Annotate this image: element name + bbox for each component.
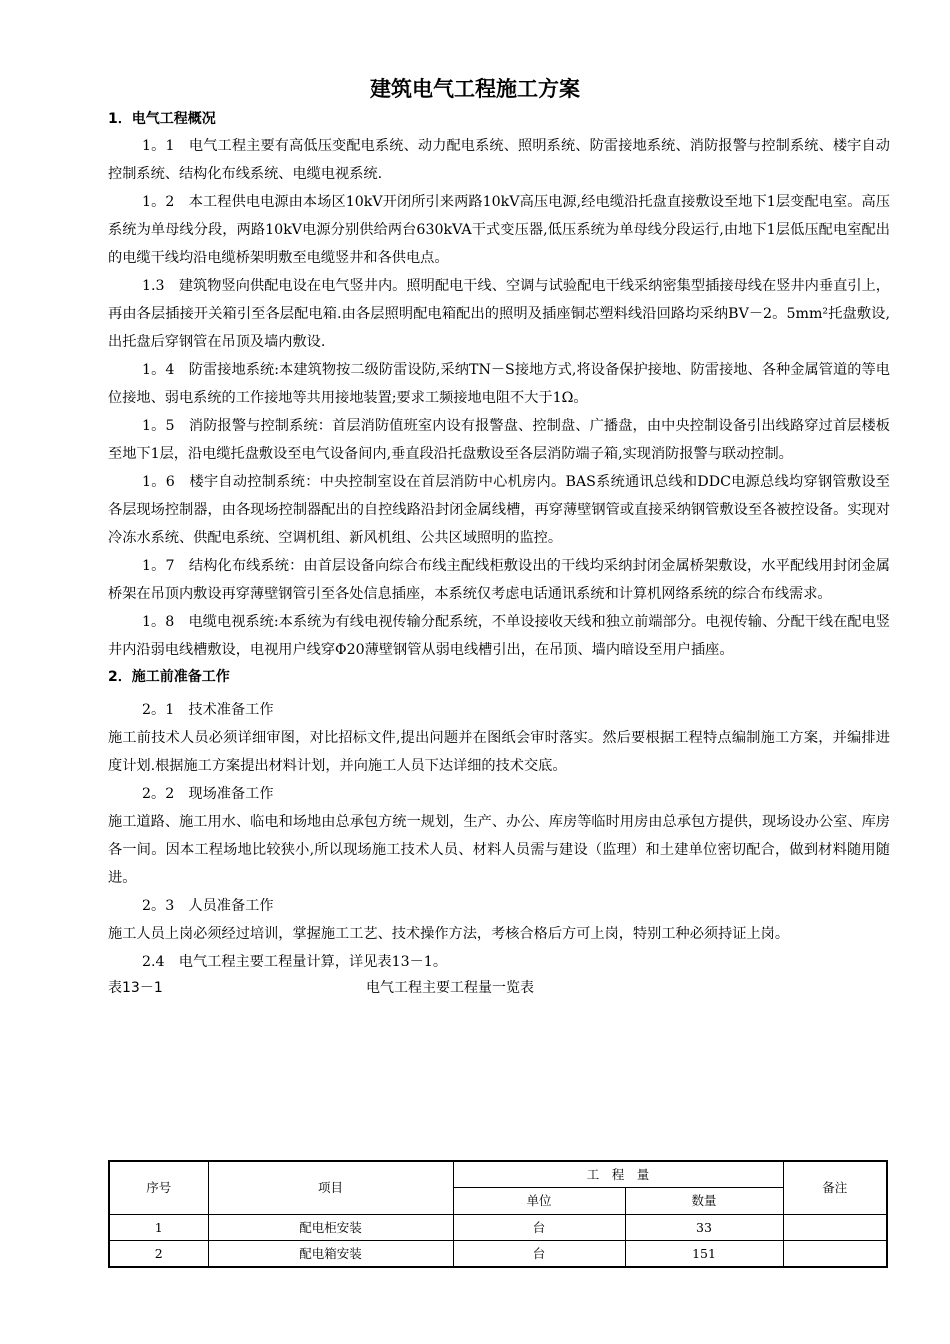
table-caption	[108, 976, 890, 1000]
paragraph-1-8: 1。8 电缆电视系统:本系统为有线电视传输分配系统，不单设接收天线和独立前端部分。电视传输、分配干线在配电竖井内沿弱电线槽敷设，电视用户线穿Φ20薄壁钢管从弱电线槽引出，在吊顶、墙内暗设至用户插座。	[108, 614, 890, 658]
document-title: 建筑电气工程施工方案	[370, 77, 580, 101]
table-id: 表13－1	[108, 980, 163, 996]
subsection-2-3-text: 施工人员上岗必须经过培训，掌握施工工艺、技术操作方法，考核合格后方可上岗，特别工种必须持证上岗。	[108, 926, 790, 942]
paragraph-1-3: 1.3 建筑物竖向供配电设在电气竖井内。照明配电干线、空调与试验配电干线采纳密集型插接母线在竖井内垂直引上，再由各层插接开关箱引至各层配电箱.由各层照明配电箱配出的照明及插座铜芯塑料线沿回路均采纳BV－2。5mm²托盘敷设,出托盘后穿钢管在吊顶及墙内敷设.	[108, 278, 890, 350]
header-item: 项目	[208, 1161, 453, 1215]
subsection-2-2-text: 施工道路、施工用水、临电和场地由总承包方统一规划，生产、办公、库房等临时用房由总承包方提供，现场设办公室、库房各一间。因本工程场地比较狭小,所以现场施工技术人员、材料人员需与建设（监理）和土建单位密切配合，做到材料随用随进。	[108, 814, 890, 886]
subsection-2-1-title: 2。1 技术准备工作	[142, 702, 274, 718]
table-title: 电气工程主要工程量一览表	[366, 980, 534, 996]
table-row	[109, 1241, 887, 1268]
section-1-heading: 1．电气工程概况	[108, 111, 216, 127]
cell-unit: 台	[453, 1215, 625, 1241]
paragraph-1-1: 1。1 电气工程主要有高低压变配电系统、动力配电系统、照明系统、防雷接地系统、消防报警与控制系统、楼宇自动控制系统、结构化布线系统、电缆电视系统.	[108, 138, 890, 182]
header-seq: 序号	[109, 1161, 208, 1215]
table-header-row	[109, 1161, 887, 1188]
cell-count: 151	[625, 1241, 783, 1268]
subsection-2-2-title: 2。2 现场准备工作	[142, 786, 274, 802]
cell-seq: 2	[109, 1241, 208, 1268]
cell-item: 配电箱安装	[208, 1241, 453, 1268]
paragraph-1-4: 1。4 防雷接地系统:本建筑物按二级防雷设防,采纳TN－S接地方式,将设备保护接地、防雷接地、各种金属管道的等电位接地、弱电系统的工作接地等共用接地装置;要求工频接地电阻不大于1Ω。	[108, 362, 890, 406]
subsection-2-3-title: 2。3 人员准备工作	[142, 898, 274, 914]
table-row	[109, 1215, 887, 1241]
cell-count: 33	[625, 1215, 783, 1241]
subsection-2-4-text: 2.4 电气工程主要工程量计算，详见表13－1。	[142, 954, 448, 970]
header-count: 数量	[625, 1188, 783, 1215]
paragraph-1-7: 1。7 结构化布线系统：由首层设备向综合布线主配线柜敷设出的干线均采纳封闭金属桥架敷设，水平配线用封闭金属桥架在吊顶内敷设再穿薄壁钢管引至各处信息插座，本系统仅考虑电话通讯系统和计算机网络系统的综合布线需求。	[108, 558, 890, 602]
cell-item: 配电柜安装	[208, 1215, 453, 1241]
cell-seq: 1	[109, 1215, 208, 1241]
quantity-table	[108, 1160, 888, 1268]
subsection-2-1-text: 施工前技术人员必须详细审图，对比招标文件,提出问题并在图纸会审时落实。然后要根据工程特点编制施工方案，并编排进度计划.根据施工方案提出材料计划，并向施工人员下达详细的技术交底。	[108, 730, 890, 774]
cell-remark	[783, 1215, 887, 1241]
section-2-heading: 2．施工前准备工作	[108, 669, 230, 685]
header-quantity-group: 工 程 量	[453, 1161, 783, 1188]
header-unit: 单位	[453, 1188, 625, 1215]
cell-remark	[783, 1241, 887, 1268]
header-remark: 备注	[783, 1161, 887, 1215]
paragraph-1-2: 1。2 本工程供电电源由本场区10kV开闭所引来两路10kV高压电源,经电缆沿托盘直接敷设至地下1层变配电室。高压系统为单母线分段，两路10kV电源分别供给两台630kVA干式变压器,低压系统为单母线分段运行,由地下1层低压配电室配出的电缆干线均沿电缆桥架明敷至电缆竖井和各供电点。	[108, 194, 890, 266]
paragraph-1-6: 1。6 楼宇自动控制系统：中央控制室设在首层消防中心机房内。BAS系统通讯总线和DDC电源总线均穿钢管敷设至各层现场控制器，由各现场控制器配出的自控线路沿封闭金属线槽，再穿薄壁钢管或直接采纳钢管敷设至各被控设备。实现对冷冻水系统、供配电系统、空调机组、新风机组、公共区域照明的监控。	[108, 474, 890, 546]
cell-unit: 台	[453, 1241, 625, 1268]
paragraph-1-5: 1。5 消防报警与控制系统：首层消防值班室内设有报警盘、控制盘、广播盘，由中央控制设备引出线路穿过首层楼板至地下1层，沿电缆托盘敷设至电气设备间内,垂直段沿托盘敷设至各层消防端子箱,实现消防报警与联动控制。	[108, 418, 890, 462]
document-body	[108, 106, 890, 1000]
